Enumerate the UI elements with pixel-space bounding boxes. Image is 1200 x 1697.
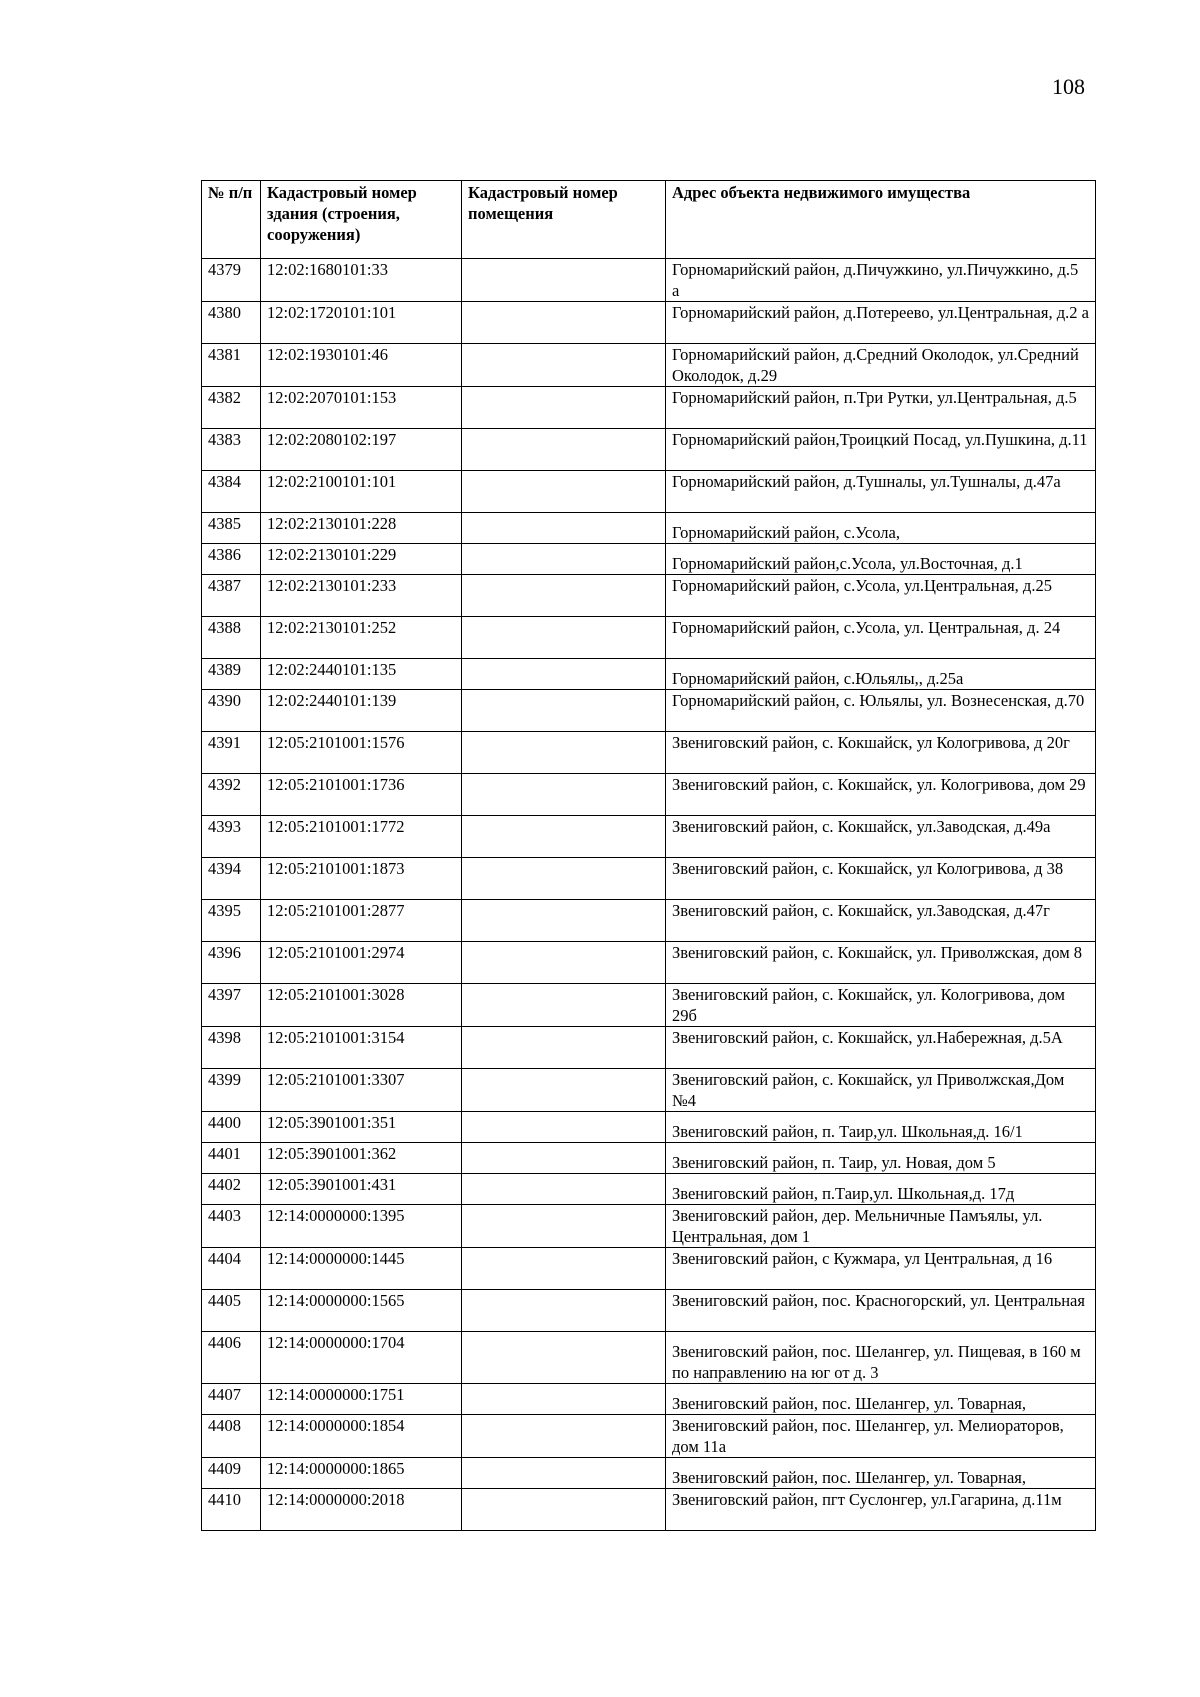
object-address: Горномарийский район, с.Усола, — [666, 513, 1096, 544]
object-address: Горномарийский район, с.Усола, ул. Центральная, д. 24 — [666, 617, 1096, 659]
row-num: 4401 — [202, 1143, 261, 1174]
building-cadastral-number: 12:14:0000000:1445 — [261, 1248, 462, 1290]
table-row — [202, 1143, 1096, 1174]
object-address: Звениговский район, с. Кокшайск, ул.Заводская, д.49а — [666, 816, 1096, 858]
row-num: 4386 — [202, 544, 261, 575]
table-row — [202, 259, 1096, 302]
row-num: 4408 — [202, 1415, 261, 1458]
row-num: 4381 — [202, 344, 261, 387]
table-row — [202, 774, 1096, 816]
row-num: 4383 — [202, 429, 261, 471]
building-cadastral-number: 12:02:2440101:139 — [261, 690, 462, 732]
room-cadastral-number — [462, 544, 666, 575]
row-num: 4407 — [202, 1384, 261, 1415]
building-cadastral-number: 12:02:2130101:228 — [261, 513, 462, 544]
table-row — [202, 1458, 1096, 1489]
object-address: Горномарийский район, с. Юльялы, ул. Вознесенская, д.70 — [666, 690, 1096, 732]
row-num: 4395 — [202, 900, 261, 942]
room-cadastral-number — [462, 1489, 666, 1531]
table-body — [202, 259, 1096, 1531]
row-num: 4379 — [202, 259, 261, 302]
building-cadastral-number: 12:02:2100101:101 — [261, 471, 462, 513]
object-address: Горномарийский район, д.Средний Околодок, ул.Средний Околодок, д.29 — [666, 344, 1096, 387]
room-cadastral-number — [462, 942, 666, 984]
room-cadastral-number — [462, 774, 666, 816]
object-address: Звениговский район, с. Кокшайск, ул.Набережная, д.5А — [666, 1027, 1096, 1069]
building-cadastral-number: 12:05:2101001:1873 — [261, 858, 462, 900]
building-cadastral-number: 12:05:2101001:1576 — [261, 732, 462, 774]
object-address: Звениговский район, с Кужмара, ул Центральная, д 16 — [666, 1248, 1096, 1290]
building-cadastral-number: 12:02:1720101:101 — [261, 302, 462, 344]
object-address: Звениговский район, с. Кокшайск, ул Кологривова, д 38 — [666, 858, 1096, 900]
object-address: Звениговский район, пос. Красногорский, ул. Центральная — [666, 1290, 1096, 1332]
row-num: 4409 — [202, 1458, 261, 1489]
building-cadastral-number: 12:05:2101001:1736 — [261, 774, 462, 816]
room-cadastral-number — [462, 575, 666, 617]
row-num: 4388 — [202, 617, 261, 659]
room-cadastral-number — [462, 1332, 666, 1384]
row-num: 4382 — [202, 387, 261, 429]
building-cadastral-number: 12:14:0000000:1565 — [261, 1290, 462, 1332]
row-num: 4400 — [202, 1112, 261, 1143]
building-cadastral-number: 12:05:2101001:1772 — [261, 816, 462, 858]
room-cadastral-number — [462, 659, 666, 690]
building-cadastral-number: 12:02:2070101:153 — [261, 387, 462, 429]
object-address: Горномарийский район, д.Пичужкино, ул.Пичужкино, д.5 а — [666, 259, 1096, 302]
table-row — [202, 690, 1096, 732]
table-row — [202, 344, 1096, 387]
table-row — [202, 1415, 1096, 1458]
building-cadastral-number: 12:02:2130101:252 — [261, 617, 462, 659]
building-cadastral-number: 12:14:0000000:1854 — [261, 1415, 462, 1458]
building-cadastral-number: 12:02:2080102:197 — [261, 429, 462, 471]
room-cadastral-number — [462, 984, 666, 1027]
table-row — [202, 1489, 1096, 1531]
object-address: Звениговский район, п.Таир,ул. Школьная,д. 17д — [666, 1174, 1096, 1205]
object-address: Звениговский район, пос. Шелангер, ул. Пищевая, в 160 м по направлению на юг от д. 3 — [666, 1332, 1096, 1384]
table-row — [202, 984, 1096, 1027]
object-address: Звениговский район, с. Кокшайск, ул Приволжская,Дом №4 — [666, 1069, 1096, 1112]
room-cadastral-number — [462, 344, 666, 387]
building-cadastral-number: 12:02:1680101:33 — [261, 259, 462, 302]
room-cadastral-number — [462, 1027, 666, 1069]
object-address: Звениговский район, с. Кокшайск, ул. Кологривова, дом 29б — [666, 984, 1096, 1027]
room-cadastral-number — [462, 1290, 666, 1332]
table-row — [202, 302, 1096, 344]
room-cadastral-number — [462, 1112, 666, 1143]
header-num: № п/п — [202, 181, 261, 259]
row-num: 4392 — [202, 774, 261, 816]
object-address: Горномарийский район,с.Усола, ул.Восточная, д.1 — [666, 544, 1096, 575]
object-address: Звениговский район, с. Кокшайск, ул.Заводская, д.47г — [666, 900, 1096, 942]
header-building-cadastral: Кадастровый номер здания (строения, сооружения) — [261, 181, 462, 259]
object-address: Звениговский район, с. Кокшайск, ул. Приволжская, дом 8 — [666, 942, 1096, 984]
row-num: 4399 — [202, 1069, 261, 1112]
building-cadastral-number: 12:02:2130101:233 — [261, 575, 462, 617]
table-row — [202, 1027, 1096, 1069]
table-row — [202, 1290, 1096, 1332]
table-row — [202, 1069, 1096, 1112]
row-num: 4393 — [202, 816, 261, 858]
table-row — [202, 1174, 1096, 1205]
page-number: 108 — [1052, 74, 1085, 99]
object-address: Звениговский район, с. Кокшайск, ул Кологривова, д 20г — [666, 732, 1096, 774]
row-num: 4384 — [202, 471, 261, 513]
building-cadastral-number: 12:14:0000000:1865 — [261, 1458, 462, 1489]
table-row — [202, 1384, 1096, 1415]
building-cadastral-number: 12:05:2101001:3154 — [261, 1027, 462, 1069]
object-address: Горномарийский район, п.Три Рутки, ул.Центральная, д.5 — [666, 387, 1096, 429]
header-room-cadastral: Кадастровый номер помещения — [462, 181, 666, 259]
header-address: Адрес объекта недвижимого имущества — [666, 181, 1096, 259]
table-row — [202, 900, 1096, 942]
room-cadastral-number — [462, 1143, 666, 1174]
object-address: Звениговский район, дер. Мельничные Памъялы, ул. Центральная, дом 1 — [666, 1205, 1096, 1248]
table-row — [202, 617, 1096, 659]
building-cadastral-number: 12:05:3901001:431 — [261, 1174, 462, 1205]
object-address: Горномарийский район, д.Тушналы, ул.Тушналы, д.47а — [666, 471, 1096, 513]
table-header-row — [202, 181, 1096, 259]
building-cadastral-number: 12:05:2101001:2877 — [261, 900, 462, 942]
row-num: 4394 — [202, 858, 261, 900]
row-num: 4391 — [202, 732, 261, 774]
table-row — [202, 816, 1096, 858]
table-row — [202, 1112, 1096, 1143]
row-num: 4390 — [202, 690, 261, 732]
building-cadastral-number: 12:05:3901001:351 — [261, 1112, 462, 1143]
room-cadastral-number — [462, 513, 666, 544]
building-cadastral-number: 12:14:0000000:1751 — [261, 1384, 462, 1415]
room-cadastral-number — [462, 858, 666, 900]
object-address: Горномарийский район, с.Усола, ул.Центральная, д.25 — [666, 575, 1096, 617]
table-row — [202, 732, 1096, 774]
room-cadastral-number — [462, 1205, 666, 1248]
table-row — [202, 942, 1096, 984]
room-cadastral-number — [462, 302, 666, 344]
row-num: 4398 — [202, 1027, 261, 1069]
room-cadastral-number — [462, 900, 666, 942]
room-cadastral-number — [462, 816, 666, 858]
table-row — [202, 471, 1096, 513]
building-cadastral-number: 12:14:0000000:2018 — [261, 1489, 462, 1531]
table-row — [202, 659, 1096, 690]
room-cadastral-number — [462, 1069, 666, 1112]
row-num: 4403 — [202, 1205, 261, 1248]
row-num: 4405 — [202, 1290, 261, 1332]
table-row — [202, 513, 1096, 544]
table-row — [202, 1248, 1096, 1290]
table-row — [202, 429, 1096, 471]
object-address: Горномарийский район, д.Потереево, ул.Центральная, д.2 а — [666, 302, 1096, 344]
row-num: 4410 — [202, 1489, 261, 1531]
object-address: Звениговский район, пос. Шелангер, ул. Товарная, — [666, 1458, 1096, 1489]
room-cadastral-number — [462, 1415, 666, 1458]
table-row — [202, 387, 1096, 429]
building-cadastral-number: 12:05:2101001:2974 — [261, 942, 462, 984]
building-cadastral-number: 12:14:0000000:1395 — [261, 1205, 462, 1248]
object-address: Горномарийский район, с.Юльялы,, д.25а — [666, 659, 1096, 690]
building-cadastral-number: 12:05:3901001:362 — [261, 1143, 462, 1174]
room-cadastral-number — [462, 732, 666, 774]
building-cadastral-number: 12:02:1930101:46 — [261, 344, 462, 387]
building-cadastral-number: 12:02:2130101:229 — [261, 544, 462, 575]
room-cadastral-number — [462, 259, 666, 302]
room-cadastral-number — [462, 429, 666, 471]
table-row — [202, 575, 1096, 617]
table-row — [202, 858, 1096, 900]
room-cadastral-number — [462, 387, 666, 429]
row-num: 4387 — [202, 575, 261, 617]
object-address: Звениговский район, пос. Шелангер, ул. Товарная, — [666, 1384, 1096, 1415]
table-row — [202, 1205, 1096, 1248]
object-address: Звениговский район, пос. Шелангер, ул. Мелиораторов, дом 11а — [666, 1415, 1096, 1458]
row-num: 4385 — [202, 513, 261, 544]
building-cadastral-number: 12:02:2440101:135 — [261, 659, 462, 690]
row-num: 4397 — [202, 984, 261, 1027]
row-num: 4402 — [202, 1174, 261, 1205]
room-cadastral-number — [462, 1248, 666, 1290]
row-num: 4389 — [202, 659, 261, 690]
building-cadastral-number: 12:14:0000000:1704 — [261, 1332, 462, 1384]
table-row — [202, 544, 1096, 575]
row-num: 4380 — [202, 302, 261, 344]
row-num: 4396 — [202, 942, 261, 984]
room-cadastral-number — [462, 1174, 666, 1205]
object-address: Звениговский район, п. Таир, ул. Новая, дом 5 — [666, 1143, 1096, 1174]
room-cadastral-number — [462, 690, 666, 732]
row-num: 4404 — [202, 1248, 261, 1290]
property-registry-table — [201, 180, 1096, 1531]
room-cadastral-number — [462, 1384, 666, 1415]
object-address: Звениговский район, пгт Суслонгер, ул.Гагарина, д.11м — [666, 1489, 1096, 1531]
building-cadastral-number: 12:05:2101001:3028 — [261, 984, 462, 1027]
row-num: 4406 — [202, 1332, 261, 1384]
object-address: Звениговский район, с. Кокшайск, ул. Кологривова, дом 29 — [666, 774, 1096, 816]
room-cadastral-number — [462, 1458, 666, 1489]
room-cadastral-number — [462, 617, 666, 659]
room-cadastral-number — [462, 471, 666, 513]
building-cadastral-number: 12:05:2101001:3307 — [261, 1069, 462, 1112]
table-row — [202, 1332, 1096, 1384]
object-address: Звениговский район, п. Таир,ул. Школьная,д. 16/1 — [666, 1112, 1096, 1143]
object-address: Горномарийский район,Троицкий Посад, ул.Пушкина, д.11 — [666, 429, 1096, 471]
